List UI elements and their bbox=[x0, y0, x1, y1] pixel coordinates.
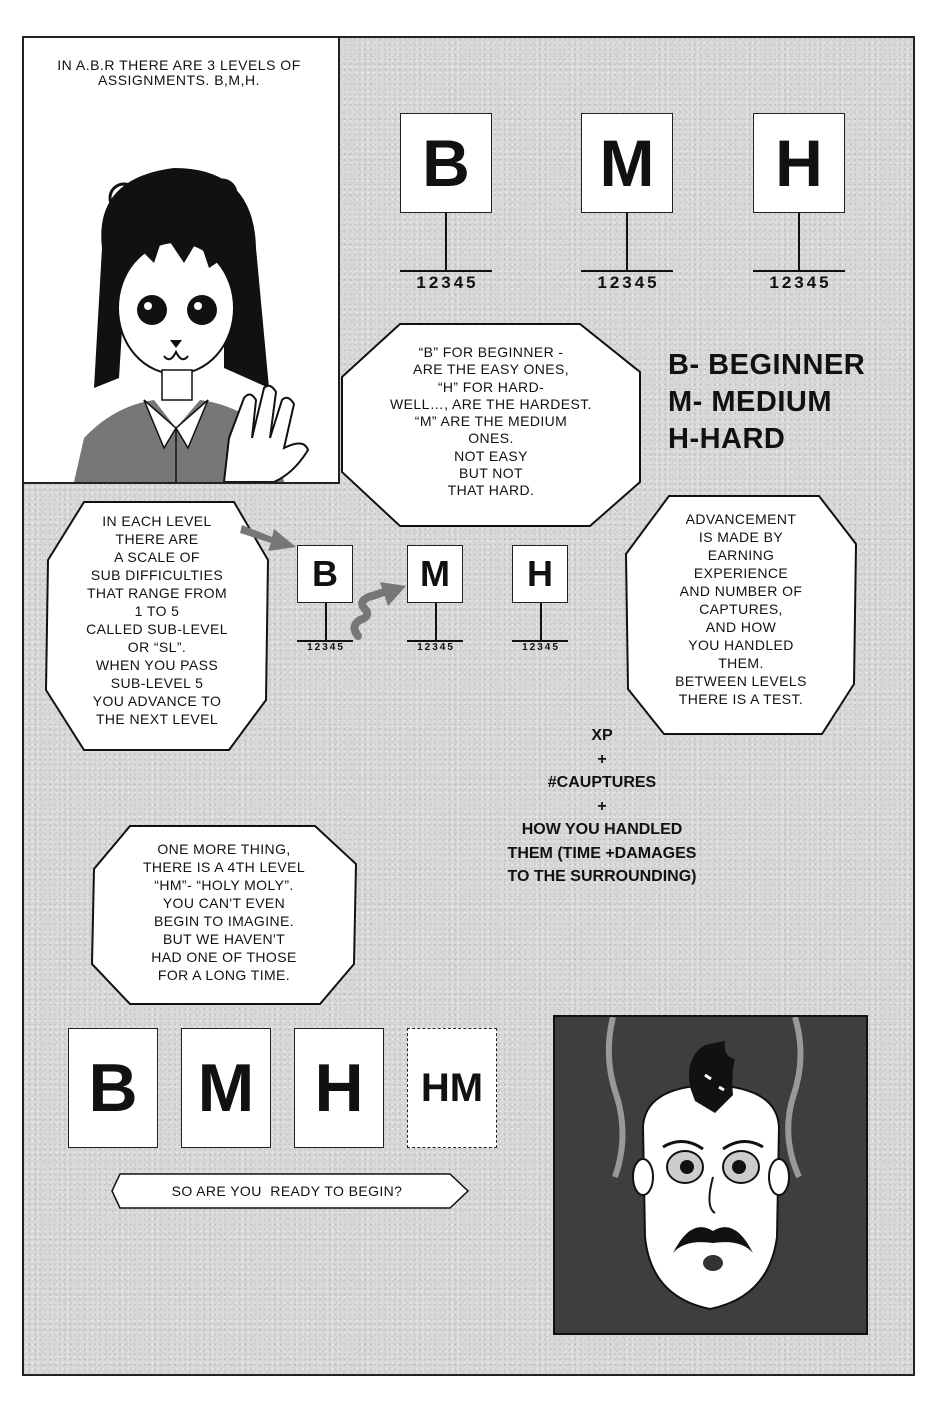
level-stem bbox=[626, 213, 628, 271]
bubble-line: THAT HARD. bbox=[447, 482, 535, 499]
level-box-h: H bbox=[512, 545, 568, 603]
bubble-line: “M” ARE THE MEDIUM bbox=[414, 413, 568, 430]
bubble-line: HAD ONE OF THOSE bbox=[151, 949, 297, 965]
explain-bubble bbox=[345, 344, 637, 500]
bubble-line: AND HOW bbox=[705, 619, 777, 635]
bubble-line: “B” FOR BEGINNER - bbox=[418, 344, 564, 360]
level-box-m: M bbox=[581, 113, 673, 213]
level-box-b: B bbox=[400, 113, 492, 213]
character-panel bbox=[553, 1015, 868, 1335]
sublevel-scale: 12345 bbox=[416, 273, 479, 292]
sublevel-bubble bbox=[50, 512, 264, 728]
legend-beginner: B- BEGINNER bbox=[668, 349, 866, 381]
bubble-line: IS MADE BY bbox=[698, 529, 784, 545]
sublevel-scale: 12345 bbox=[522, 642, 560, 653]
bubble-line: YOU HANDLED bbox=[688, 637, 794, 653]
level-box-m: M bbox=[181, 1028, 271, 1148]
level-box-b: B bbox=[68, 1028, 158, 1148]
bubble-line: THERE ARE bbox=[115, 531, 199, 547]
scale-line bbox=[581, 270, 673, 272]
scale-line bbox=[400, 270, 492, 272]
holy-moly-bubble bbox=[96, 840, 352, 984]
level-box-hm: HM bbox=[407, 1028, 497, 1148]
scale-line bbox=[753, 270, 845, 272]
formula-line: + bbox=[597, 750, 607, 768]
formula-line: TO THE SURROUNDING) bbox=[507, 868, 697, 885]
advancement-bubble bbox=[630, 510, 852, 708]
bubble-line: OR “SL”. bbox=[127, 639, 187, 655]
level-box-h: H bbox=[753, 113, 845, 213]
bubble-line: BUT NOT bbox=[459, 465, 523, 482]
formula-line: HOW YOU HANDLED bbox=[521, 821, 683, 838]
formula-line: XP bbox=[591, 727, 613, 744]
ready-caption: SO ARE YOU READY TO BEGIN? bbox=[171, 1183, 403, 1199]
bubble-line: EARNING bbox=[707, 547, 775, 563]
formula-line: #CAUPTURES bbox=[547, 774, 657, 791]
mohawk-character bbox=[555, 1017, 866, 1333]
bubble-line: BUT WE HAVEN'T bbox=[162, 931, 286, 947]
bubble-line: IN EACH LEVEL bbox=[102, 513, 212, 529]
bubble-line: THERE IS A TEST. bbox=[678, 691, 804, 707]
bubble-line: ARE THE EASY ONES, bbox=[412, 361, 570, 378]
level-box-h: H bbox=[294, 1028, 384, 1148]
bubble-line: ONE MORE THING, bbox=[157, 841, 291, 857]
bubble-line: AND NUMBER OF bbox=[679, 583, 803, 599]
level-stem bbox=[325, 603, 327, 641]
advancement-formula bbox=[462, 724, 742, 889]
sublevel-scale: 12345 bbox=[417, 642, 455, 653]
legend-medium: M- MEDIUM bbox=[668, 386, 832, 418]
bubble-line: “H” FOR HARD- bbox=[437, 378, 545, 395]
bubble-line: SUB DIFFICULTIES bbox=[90, 567, 224, 583]
sublevel-scale: 12345 bbox=[307, 642, 345, 653]
bubble-line: “HM”- “HOLY MOLY”. bbox=[154, 877, 294, 893]
level-box-m: M bbox=[407, 545, 463, 603]
bubble-line: EXPERIENCE bbox=[693, 565, 789, 581]
squiggle-arrow-icon bbox=[350, 578, 410, 640]
sublevel-scale: 12345 bbox=[769, 273, 832, 292]
bubble-line: BETWEEN LEVELS bbox=[675, 673, 807, 689]
bubble-line: THEM. bbox=[718, 655, 764, 671]
bubble-line: YOU CAN'T EVEN bbox=[162, 895, 286, 911]
bubble-line: CAPTURES, bbox=[699, 601, 783, 617]
level-stem bbox=[540, 603, 542, 641]
bubble-line: THE NEXT LEVEL bbox=[95, 711, 219, 727]
bubble-line: CALLED SUB-LEVEL bbox=[86, 621, 228, 637]
sublevel-scale: 12345 bbox=[597, 273, 660, 292]
bubble-line: A SCALE OF bbox=[114, 549, 200, 565]
formula-line: THEM (TIME +DAMAGES bbox=[507, 844, 697, 862]
intro-caption: IN A.B.R THERE ARE 3 LEVELS OF ASSIGNMENTS. B,M,H. bbox=[57, 57, 301, 88]
formula-line: + bbox=[597, 797, 607, 815]
bubble-line: 1 TO 5 bbox=[134, 603, 180, 619]
bear-girl-character bbox=[24, 138, 338, 482]
bubble-line: YOU ADVANCE TO bbox=[92, 693, 222, 709]
bubble-line: FOR A LONG TIME. bbox=[157, 967, 291, 983]
bubble-line: ADVANCEMENT bbox=[685, 511, 797, 527]
intro-panel bbox=[22, 36, 340, 484]
bubble-line: THAT RANGE FROM bbox=[86, 585, 228, 601]
bubble-line: NOT EASY bbox=[454, 447, 528, 464]
bubble-line: SUB-LEVEL 5 bbox=[110, 675, 204, 691]
arrow-right-icon bbox=[240, 515, 300, 555]
bubble-line: WHEN YOU PASS bbox=[95, 657, 219, 673]
level-stem bbox=[798, 213, 800, 271]
legend-hard: H-HARD bbox=[668, 423, 786, 455]
level-legend bbox=[668, 347, 898, 458]
bubble-line: WELL…, ARE THE HARDEST. bbox=[390, 395, 592, 412]
bubble-line: THERE IS A 4TH LEVEL bbox=[142, 859, 306, 875]
bubble-line: BEGIN TO IMAGINE. bbox=[153, 913, 295, 929]
level-stem bbox=[435, 603, 437, 641]
level-stem bbox=[445, 213, 447, 271]
bubble-line: ONES. bbox=[468, 430, 514, 447]
level-box-b: B bbox=[297, 545, 353, 603]
